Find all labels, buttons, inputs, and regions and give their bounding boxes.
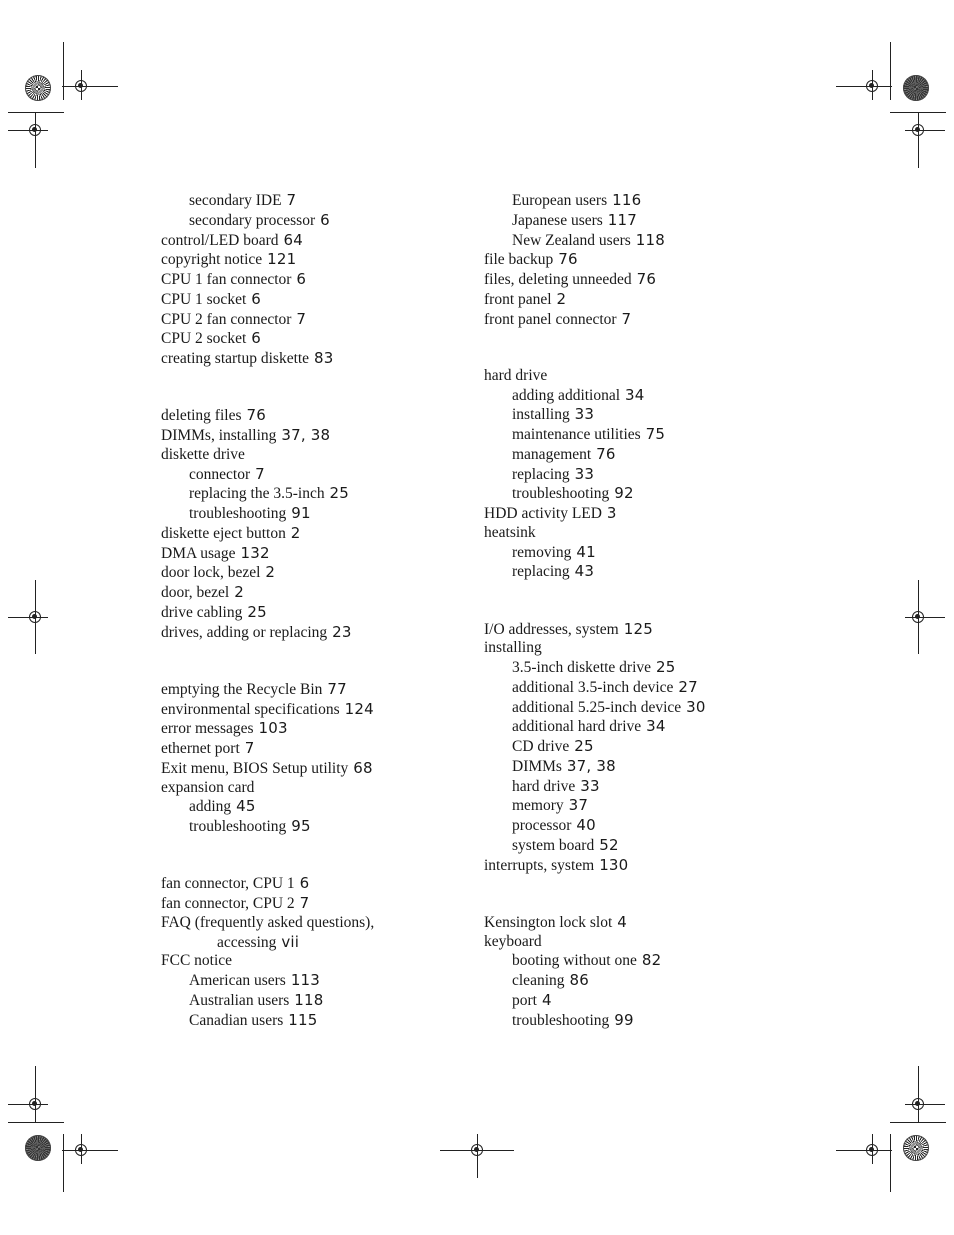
page-reference: 91 xyxy=(291,504,311,522)
crop-line xyxy=(905,617,945,618)
index-entry xyxy=(161,680,461,700)
index-term: adding additional xyxy=(512,386,621,404)
crop-line xyxy=(890,1122,946,1123)
index-subentry xyxy=(484,951,784,971)
page-reference: 7 xyxy=(296,309,307,328)
page-reference: 33 xyxy=(580,776,600,795)
crop-line xyxy=(836,1150,892,1151)
page-reference: 25 xyxy=(329,484,350,503)
page-reference: 6 xyxy=(320,210,330,229)
starburst-mark-top-right xyxy=(903,75,929,101)
letter-section-gap xyxy=(161,837,461,875)
index-entry xyxy=(484,933,784,952)
index-entry xyxy=(161,406,461,426)
index-subentry xyxy=(484,796,784,816)
index-entry xyxy=(161,583,461,603)
index-entry xyxy=(484,250,784,270)
index-entry xyxy=(161,329,461,349)
index-term: CPU 2 socket xyxy=(161,330,247,348)
index-entry xyxy=(161,874,461,894)
page-reference: 37 xyxy=(568,796,589,815)
crop-line xyxy=(918,112,919,168)
index-term: emptying the Recycle Bin xyxy=(161,680,323,698)
index-subentry xyxy=(484,737,784,757)
page-reference: 7 xyxy=(286,191,297,209)
index-subentry xyxy=(161,191,461,211)
page-reference: 117 xyxy=(607,210,638,229)
index-term: replacing xyxy=(512,563,570,581)
crop-line xyxy=(905,1104,945,1105)
index-subentry xyxy=(161,1011,461,1031)
page-reference: 130 xyxy=(599,855,629,874)
index-term: file backup xyxy=(484,251,554,269)
index-subentry xyxy=(161,933,461,953)
index-term: additional 5.25-inch device xyxy=(512,698,682,716)
index-term: DMA usage xyxy=(161,544,236,562)
crosshair-target-mark xyxy=(75,80,87,92)
index-subentry xyxy=(161,211,461,231)
page-reference: 4 xyxy=(617,912,628,931)
index-term: CPU 1 fan connector xyxy=(161,271,292,288)
crop-line xyxy=(8,1122,64,1123)
index-term: diskette eject button xyxy=(161,524,286,542)
page-reference: 34 xyxy=(625,385,645,404)
page-reference: 132 xyxy=(240,543,270,562)
index-entry xyxy=(161,349,461,369)
crop-line xyxy=(836,86,892,87)
crop-line xyxy=(890,42,891,100)
page-reference: 76 xyxy=(246,406,266,425)
page-reference: 83 xyxy=(314,349,334,367)
index-term: hard drive xyxy=(512,777,576,795)
index-term: control/LED board xyxy=(161,231,279,249)
index-term: maintenance utilities xyxy=(512,426,641,443)
index-entry xyxy=(161,426,461,446)
index-term: FAQ (frequently asked questions), xyxy=(161,913,375,931)
index-subentry xyxy=(484,698,784,718)
index-entry xyxy=(161,544,461,564)
crosshair-target-mark xyxy=(866,80,878,92)
index-term: port xyxy=(512,991,537,1009)
page-reference: 7 xyxy=(244,739,255,757)
index-subentry xyxy=(484,991,784,1011)
index-entry xyxy=(161,759,461,779)
index-subentry xyxy=(484,484,784,504)
page-reference: 43 xyxy=(574,562,595,581)
index-term: front panel xyxy=(484,290,552,308)
page-reference: 40 xyxy=(576,816,596,834)
page-reference: 25 xyxy=(656,658,676,676)
page-reference: 25 xyxy=(574,737,594,755)
crosshair-target-mark xyxy=(912,1098,924,1110)
index-term: troubleshooting xyxy=(512,485,610,503)
crop-line xyxy=(8,617,48,618)
page-reference: 2 xyxy=(556,289,567,308)
index-term: troubleshooting xyxy=(189,818,287,835)
index-entry xyxy=(484,913,784,933)
index-subentry xyxy=(484,658,784,678)
page-reference: 64 xyxy=(283,230,303,249)
index-subentry xyxy=(161,971,461,991)
index-subentry xyxy=(484,445,784,465)
page-reference: 118 xyxy=(635,230,665,249)
page-reference: 34 xyxy=(646,717,666,736)
index-term: installing xyxy=(484,639,542,657)
page-reference: 92 xyxy=(614,484,634,503)
index-term: interrupts, system xyxy=(484,856,595,874)
index-subentry xyxy=(161,465,461,485)
index-term: hard drive xyxy=(484,366,548,384)
index-subentry xyxy=(161,797,461,817)
index-term: door lock, bezel xyxy=(161,564,261,582)
index-entry xyxy=(161,231,461,251)
letter-section-gap xyxy=(161,369,461,407)
index-subentry xyxy=(484,231,784,251)
index-subentry xyxy=(484,757,784,777)
index-subentry xyxy=(484,425,784,445)
crop-line xyxy=(890,1134,891,1192)
page-reference: 95 xyxy=(291,817,311,835)
index-subentry xyxy=(484,971,784,991)
index-term: door, bezel xyxy=(161,584,230,601)
index-entry xyxy=(161,894,461,914)
index-term: creating startup diskette xyxy=(161,350,310,367)
index-term: files, deleting unneeded xyxy=(484,271,632,288)
index-term: front panel connector xyxy=(484,310,617,328)
index-entry xyxy=(161,952,461,971)
index-term: HDD activity LED xyxy=(484,505,602,522)
index-subentry xyxy=(161,991,461,1011)
page-reference: 37, 38 xyxy=(566,756,616,775)
index-term: expansion card xyxy=(161,778,255,796)
page-reference: 33 xyxy=(574,405,595,424)
index-subentry xyxy=(161,817,461,837)
index-entry xyxy=(484,504,784,524)
index-term: Australian users xyxy=(189,991,290,1009)
index-subentry xyxy=(484,405,784,425)
crop-line xyxy=(905,130,945,131)
index-subentry xyxy=(484,543,784,563)
letter-section-gap xyxy=(484,875,784,913)
index-term: CPU 1 socket xyxy=(161,290,247,308)
page-reference: 23 xyxy=(332,622,352,641)
crop-line xyxy=(918,1066,919,1122)
crop-line xyxy=(477,1134,478,1178)
page-reference: vii xyxy=(281,932,300,951)
crosshair-target-mark xyxy=(29,611,41,623)
page-reference: 86 xyxy=(569,971,589,989)
index-term: environmental specifications xyxy=(161,700,340,718)
crop-line xyxy=(63,42,64,100)
index-subentry xyxy=(484,816,784,836)
page-reference: 2 xyxy=(265,563,276,582)
page-reference: 6 xyxy=(251,289,261,308)
index-entry xyxy=(161,623,461,643)
index-subentry xyxy=(161,484,461,504)
index-term: memory xyxy=(512,797,564,815)
page-reference: 7 xyxy=(299,894,310,912)
index-subentry xyxy=(484,386,784,406)
crosshair-target-mark xyxy=(29,124,41,136)
index-term: cleaning xyxy=(512,972,565,989)
crop-line xyxy=(8,130,48,131)
page-reference: 3 xyxy=(606,504,617,522)
index-term: heatsink xyxy=(484,523,536,541)
index-subentry xyxy=(484,211,784,231)
page-reference: 25 xyxy=(247,602,267,621)
index-entry xyxy=(484,620,784,640)
index-term: replacing xyxy=(512,465,570,483)
index-subentry xyxy=(484,1011,784,1031)
crop-line xyxy=(8,1104,48,1105)
index-term: management xyxy=(512,445,592,463)
page-reference: 7 xyxy=(621,309,632,328)
index-entry xyxy=(484,310,784,330)
index-term: replacing the 3.5-inch xyxy=(189,485,325,503)
index-term: system board xyxy=(512,836,595,854)
index-term: Kensington lock slot xyxy=(484,913,613,931)
index-term: ethernet port xyxy=(161,740,240,757)
index-subentry xyxy=(484,717,784,737)
page-reference: 124 xyxy=(344,699,374,718)
index-entry xyxy=(161,446,461,465)
crosshair-target-mark xyxy=(29,1098,41,1110)
index-entry xyxy=(161,700,461,720)
crosshair-target-mark xyxy=(866,1144,878,1156)
page-reference: 6 xyxy=(296,270,307,288)
index-term: FCC notice xyxy=(161,952,233,970)
index-term: DIMMs, installing xyxy=(161,427,277,444)
index-subentry xyxy=(484,777,784,797)
index-entry xyxy=(161,310,461,330)
index-term: DIMMs xyxy=(512,757,562,775)
crop-line xyxy=(35,1066,36,1122)
crop-line xyxy=(62,86,118,87)
page-reference: 2 xyxy=(290,523,301,542)
page-reference: 45 xyxy=(236,797,256,816)
index-term: Japanese users xyxy=(512,211,603,229)
index-entry xyxy=(161,270,461,290)
index-subentry xyxy=(484,678,784,698)
index-subentry xyxy=(484,562,784,582)
starburst-mark-bottom-right xyxy=(903,1135,929,1161)
index-entry xyxy=(484,524,784,543)
index-term: 3.5-inch diskette drive xyxy=(512,659,652,676)
index-term: additional hard drive xyxy=(512,718,642,736)
index-entry xyxy=(484,639,784,658)
page-reference: 125 xyxy=(623,619,653,638)
index-column-right xyxy=(484,191,784,1030)
index-term: troubleshooting xyxy=(512,1011,610,1029)
index-term: additional 3.5-inch device xyxy=(512,678,674,696)
index-entry xyxy=(484,270,784,290)
page-reference: 30 xyxy=(686,697,706,716)
page-reference: 77 xyxy=(327,679,347,698)
index-term: connector xyxy=(189,465,251,483)
index-term: deleting files xyxy=(161,407,242,425)
page-reference: 76 xyxy=(636,270,657,288)
index-term: drive cabling xyxy=(161,603,243,621)
index-term: I/O addresses, system xyxy=(484,620,619,638)
index-term: keyboard xyxy=(484,932,542,950)
page-reference: 4 xyxy=(541,990,552,1009)
index-term: accessing xyxy=(217,933,277,951)
index-entry xyxy=(161,524,461,544)
crosshair-target-mark xyxy=(75,1144,87,1156)
page-reference: 115 xyxy=(288,1010,318,1029)
index-term: secondary IDE xyxy=(189,192,282,209)
crop-line xyxy=(62,1150,118,1151)
index-term: secondary processor xyxy=(189,211,316,229)
index-term: fan connector, CPU 2 xyxy=(161,895,295,912)
index-subentry xyxy=(484,836,784,856)
crop-line xyxy=(63,1134,64,1192)
index-term: removing xyxy=(512,543,572,561)
index-term: drives, adding or replacing xyxy=(161,623,328,641)
index-term: New Zealand users xyxy=(512,231,631,249)
page-reference: 37, 38 xyxy=(281,426,331,444)
index-term: copyright notice xyxy=(161,251,263,269)
starburst-mark-top-left xyxy=(25,75,51,101)
index-term: adding xyxy=(189,798,232,816)
page-reference: 7 xyxy=(255,464,265,483)
page-reference: 103 xyxy=(258,719,288,738)
index-term: installing xyxy=(512,406,570,424)
letter-section-gap xyxy=(484,582,784,620)
page-reference: 27 xyxy=(678,677,698,696)
index-term: CD drive xyxy=(512,738,570,755)
page-reference: 118 xyxy=(294,990,324,1009)
index-entry xyxy=(161,779,461,798)
page-reference: 99 xyxy=(614,1010,634,1029)
index-entry xyxy=(161,739,461,759)
index-term: booting without one xyxy=(512,952,637,970)
index-term: diskette drive xyxy=(161,445,245,463)
index-term: processor xyxy=(512,817,572,834)
index-entry xyxy=(161,719,461,739)
letter-section-gap xyxy=(484,329,784,367)
page-reference: 2 xyxy=(234,583,244,601)
index-subentry xyxy=(161,504,461,524)
crosshair-target-mark xyxy=(471,1144,483,1156)
index-entry xyxy=(484,367,784,386)
index-term: European users xyxy=(512,192,608,209)
page-reference: 6 xyxy=(251,329,261,348)
crop-line xyxy=(35,112,36,168)
crosshair-target-mark xyxy=(912,124,924,136)
index-term: troubleshooting xyxy=(189,505,287,522)
page-reference: 41 xyxy=(576,542,596,561)
page-reference: 116 xyxy=(612,191,642,209)
page-reference: 113 xyxy=(290,971,321,989)
crosshair-target-mark xyxy=(912,611,924,623)
index-term: error messages xyxy=(161,720,254,738)
index-entry xyxy=(161,290,461,310)
page-reference: 6 xyxy=(299,874,310,893)
page-reference: 75 xyxy=(645,425,666,443)
page-reference: 76 xyxy=(558,250,578,269)
page-reference: 68 xyxy=(353,758,373,777)
index-term: fan connector, CPU 1 xyxy=(161,875,295,893)
index-entry xyxy=(161,250,461,270)
page-reference: 76 xyxy=(596,444,616,463)
index-entry xyxy=(161,914,461,933)
index-term: Exit menu, BIOS Setup utility xyxy=(161,759,349,777)
index-subentry xyxy=(484,465,784,485)
page-reference: 33 xyxy=(574,464,595,483)
page-reference: 82 xyxy=(641,951,662,970)
page-reference: 52 xyxy=(599,835,619,854)
crop-line xyxy=(8,112,64,113)
letter-section-gap xyxy=(161,642,461,680)
starburst-mark-bottom-left xyxy=(25,1135,51,1161)
index-term: CPU 2 fan connector xyxy=(161,310,292,328)
index-subentry xyxy=(484,191,784,211)
index-term: Canadian users xyxy=(189,1011,284,1029)
page-reference: 121 xyxy=(267,250,297,269)
index-entry xyxy=(161,563,461,583)
index-column-left xyxy=(161,191,461,1030)
index-entry xyxy=(161,603,461,623)
index-entry xyxy=(484,856,784,876)
index-entry xyxy=(484,290,784,310)
index-term: American users xyxy=(189,972,286,989)
